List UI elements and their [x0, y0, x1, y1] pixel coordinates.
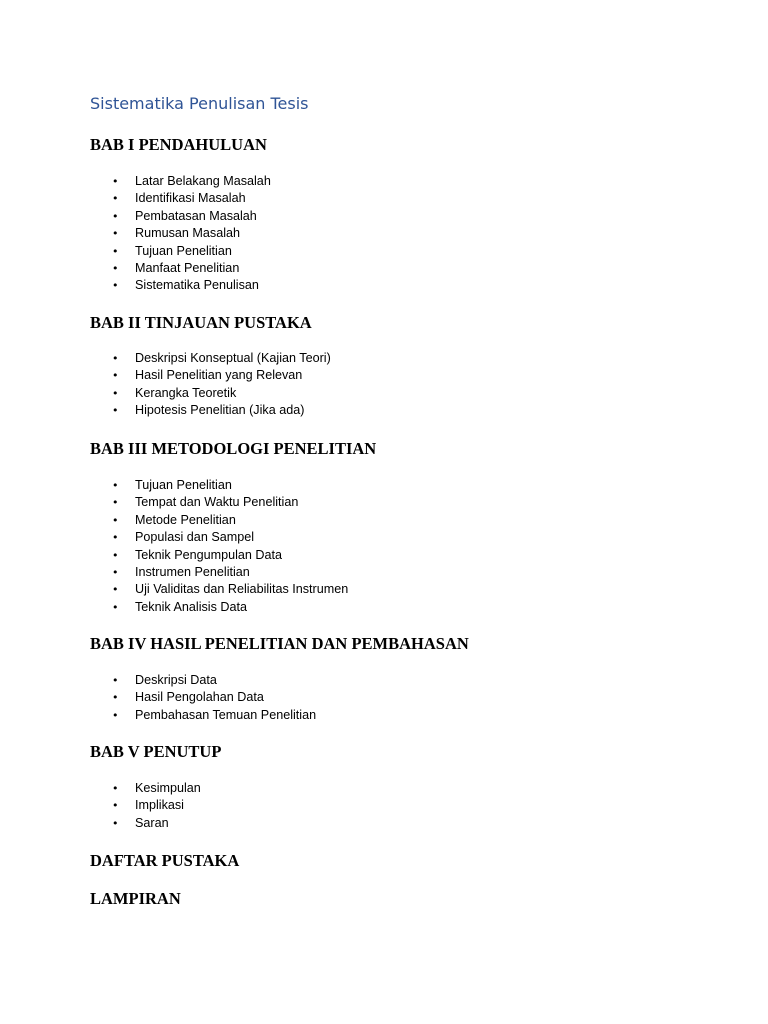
bullet-icon: • [112, 708, 119, 722]
bullet-icon: • [112, 799, 119, 813]
list-item-text: Sistematika Penulisan [135, 278, 259, 293]
list-item-text: Latar Belakang Masalah [135, 174, 271, 188]
list-item-text: Implikasi [135, 798, 184, 813]
bullet-icon: • [112, 261, 119, 275]
bullet-icon: • [112, 227, 119, 241]
list-item-text: Teknik Analisis Data [135, 599, 247, 614]
list-item-text: Manfaat Penelitian [135, 260, 240, 275]
bullet-icon: • [112, 513, 119, 527]
bullet-icon: • [112, 369, 119, 383]
bullet-icon: • [112, 600, 119, 614]
bullet-icon: • [112, 816, 119, 830]
bullet-icon: • [112, 583, 119, 597]
list-item-text: Deskripsi Konseptual (Kajian Teori) [135, 351, 331, 365]
list-item-text: Deskripsi Data [135, 673, 217, 687]
list-item-text: Tujuan Penelitian [135, 243, 232, 258]
list-item-text: Hipotesis Penelitian (Jika ada) [135, 403, 305, 418]
bullet-icon: • [112, 531, 119, 545]
bullet-icon: • [112, 209, 119, 223]
list-item-text: Tujuan Penelitian [135, 478, 232, 492]
bullet-icon: • [112, 192, 119, 206]
list-item-text: Populasi dan Sampel [135, 530, 255, 545]
bullet-icon: • [112, 404, 119, 418]
bullet-icon: • [112, 386, 119, 400]
bullet-icon: • [112, 548, 119, 562]
chapter-heading-bab-4: BAB IV HASIL PENELITIAN DAN PEMBAHASAN [90, 634, 469, 653]
bullet-icon: • [112, 674, 119, 687]
bullet-icon: • [112, 496, 119, 510]
document-title: Sistematika Penulisan Tesis [90, 94, 309, 113]
bullet-icon: • [112, 279, 119, 293]
chapter-heading-bab-5: BAB V PENUTUP [90, 742, 222, 761]
list-item-text: Tempat dan Waktu Penelitian [135, 495, 299, 510]
list-item-text: Uji Validitas dan Reliabilitas Instrumen [135, 582, 349, 597]
bullet-icon: • [112, 244, 119, 258]
chapter-heading-bab-3: BAB III METODOLOGI PENELITIAN [90, 439, 377, 458]
chapter-heading-daftar-pustaka: DAFTAR PUSTAKA [90, 851, 240, 870]
bullet-icon: • [112, 782, 119, 795]
chapter-heading-lampiran: LAMPIRAN [90, 889, 181, 908]
list-item-text: Hasil Penelitian yang Relevan [135, 368, 303, 383]
bullet-icon: • [112, 691, 119, 705]
list-item-text: Pembahasan Temuan Penelitian [135, 707, 317, 722]
list-item-text: Rumusan Masalah [135, 226, 240, 241]
bullet-icon: • [112, 479, 119, 492]
list-item-text: Saran [135, 815, 169, 830]
bullet-icon: • [112, 352, 119, 365]
chapter-heading-bab-1: BAB I PENDAHULUAN [90, 135, 267, 154]
bullet-icon: • [112, 175, 119, 188]
list-item-text: Kerangka Teoretik [135, 385, 237, 400]
list-item-text: Kesimpulan [135, 781, 201, 795]
chapter-heading-bab-2: BAB II TINJAUAN PUSTAKA [90, 313, 312, 332]
bullet-icon: • [112, 565, 119, 579]
list-item-text: Identifikasi Masalah [135, 191, 246, 206]
list-item-text: Teknik Pengumpulan Data [135, 547, 283, 562]
list-item-text: Metode Penelitian [135, 512, 236, 527]
list-item-text: Instrumen Penelitian [135, 564, 250, 579]
list-item-text: Pembatasan Masalah [135, 208, 257, 223]
list-item-text: Hasil Pengolahan Data [135, 690, 264, 705]
